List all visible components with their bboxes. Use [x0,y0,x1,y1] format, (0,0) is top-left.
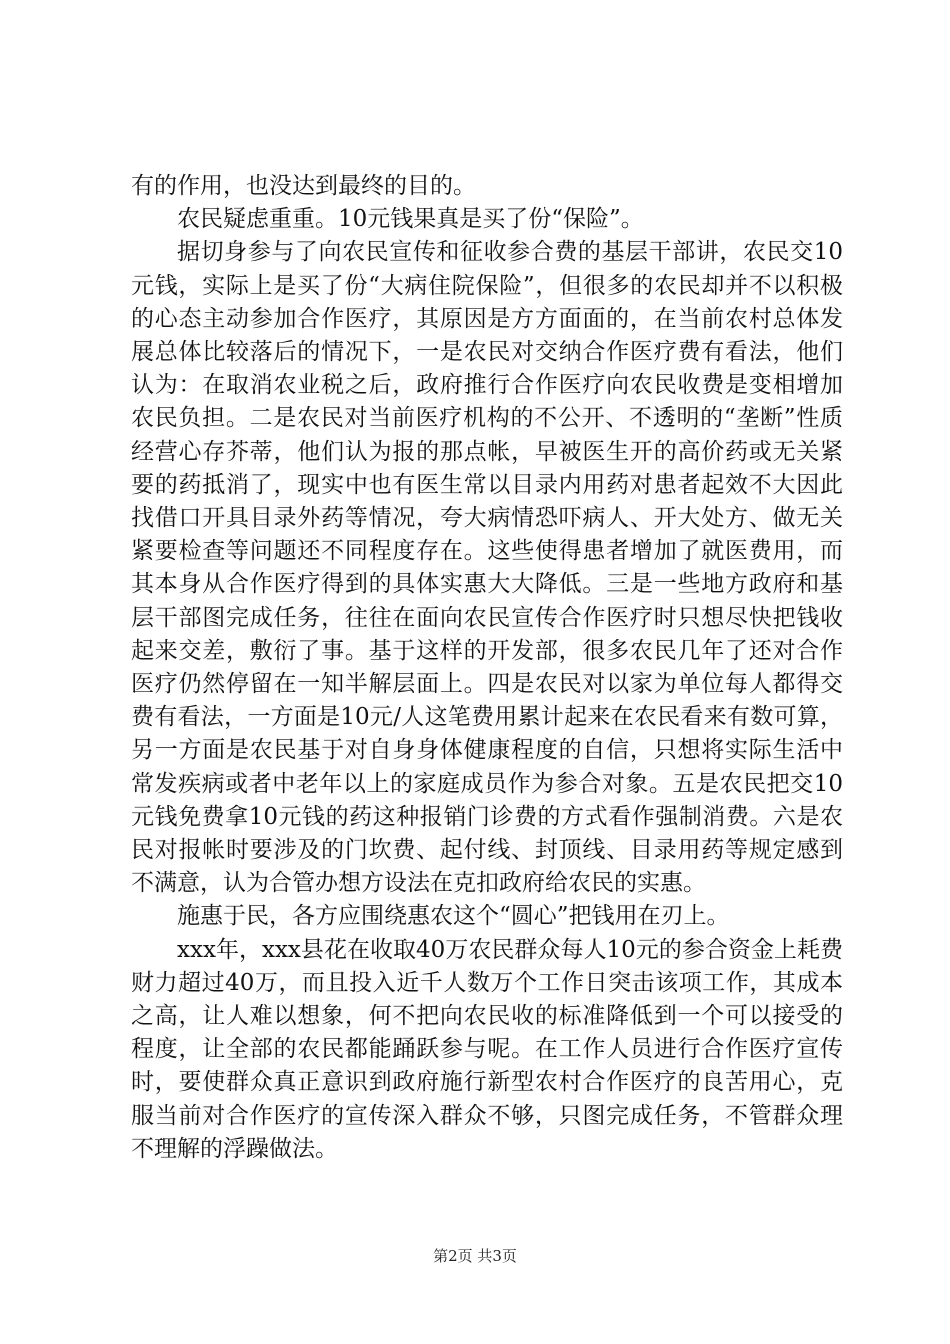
paragraph-3: 据切身参与了向农民宣传和征收参合费的基层干部讲，农民交10元钱，实际上是买了份“大病住院保险”，但很多的农民却并不以积极的心态主动参加合作医疗，其原因是方方面面的，在当前农村总体发展总体比较落后的情况下，一是农民对交纳合作医疗费有看法，他们认为：在取消农业税之后，政府推行合作医疗向农民收费是变相增加农民负担。二是农民对当前医疗机构的不公开、不透明的“垄断”性质经营心存芥蒂，他们认为报的那点帐，早被医生开的高价药或无关紧要的药抵消了，现实中也有医生常以目录内用药对患者起效不大因此找借口开具目录外药等情况，夸大病情恐吓病人、开大处方、做无关紧要检查等问题还不同程度存在。这些使得患者增加了就医费用，而其本身从合作医疗得到的具体实惠大大降低。三是一些地方政府和基层干部图完成任务，往往在面向农民宣传合作医疗时只想尽快把钱收起来交差，敷衍了事。基于这样的开发部，很多农民几年了还对合作医疗仍然停留在一知半解层面上。四是农民对以家为单位每人都得交费有看法，一方面是10元/人这笔费用累计起来在农民看来有数可算，另一方面是农民基于对自身身体健康程度的自信，只想将实际生活中常发疾病或者中老年以上的家庭成员作为参合对象。五是农民把交10元钱免费拿10元钱的药这种报销门诊费的方式看作强制消费。六是农民对报帐时要涉及的门坎费、起付线、封顶线、目录用药等规定感到不满意，认为合管办想方设法在克扣政府给农民的实惠。 [131,239,843,897]
page-number-footer: 第2页 共3页 [433,1247,517,1265]
paragraph-1: 有的作用，也没达到最终的目的。 [131,173,476,199]
paragraph-2: 农民疑虑重重。10元钱果真是买了份“保险”。 [177,206,644,233]
document-body [131,170,843,1166]
paragraph-4: 施惠于民，各方应围绕惠农这个“圆心”把钱用在刃上。 [177,903,730,930]
paragraph-5: xxx年，xxx县花在收取40万农民群众每人10元的参合资金上耗费财力超过40万，而且投入近千人数万个工作日突击该项工作，其成本之高，让人难以想象，何不把向农民收的标准降低到一个可以接受的程度，让全部的农民都能踊跃参与呢。在工作人员进行合作医疗宣传时，要使群众真正意识到政府施行新型农村合作医疗的良苦用心，克服当前对合作医疗的宣传深入群众不够，只图完成任务，不管群众理不理解的浮躁做法。 [131,936,843,1162]
